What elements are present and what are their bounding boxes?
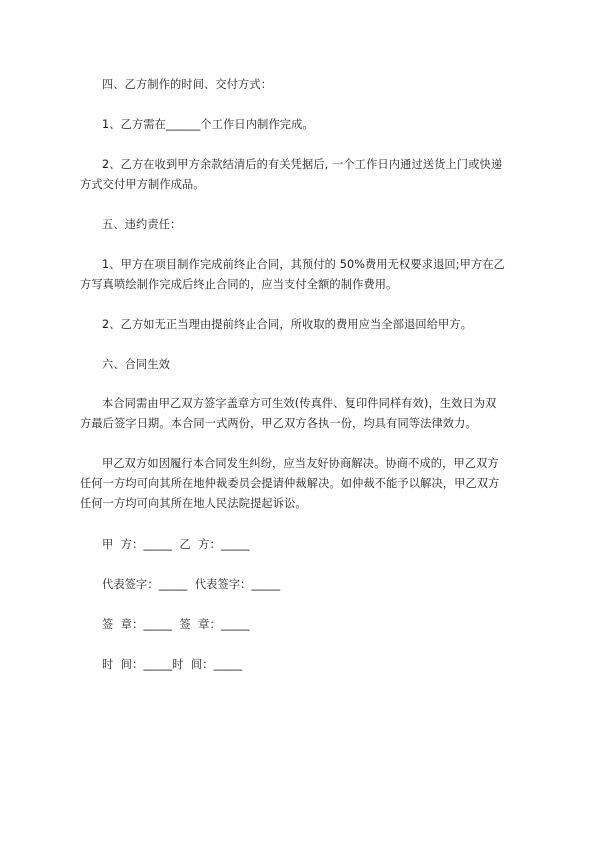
section-5-item-2: 2、乙方如无正当理由提前终止合同，所收取的费用应当全部退回给甲方。: [102, 318, 473, 331]
signature-representatives-line: 代表签字：_____ 代表签字：_____: [102, 578, 281, 591]
signature-dates-line: 时 间：_____时 间：_____: [102, 658, 243, 671]
signature-seals-line: 签 章：_____ 签 章：_____: [102, 618, 250, 631]
section-6-para-2-line-3: 任何一方均可向其所在地人民法院提起诉讼。: [80, 497, 307, 510]
section-5-item-1-line-2: 方写真喷绘制作完成后终止合同的，应当支付全额的制作费用。: [80, 278, 398, 291]
section-6-para-1-line-1: 本合同需由甲乙双方签字盖章方可生效(传真件、复印件同样有效)，生效日为双: [102, 397, 497, 410]
section-4-item-1: 1、乙方需在______个工作日内制作完成。: [102, 118, 314, 131]
section-5-heading: 五、违约责任：: [102, 218, 182, 231]
section-6-para-1-line-2: 方最后签字日期。本合同一式两份，甲乙双方各执一份，均具有同等法律效力。: [80, 417, 477, 430]
section-6-heading: 六、合同生效: [102, 358, 171, 371]
section-6-para-2-line-2: 任何一方均可向其所在地仲裁委员会提请仲裁解决。如仲裁不能予以解决，甲乙双方: [80, 477, 500, 490]
signature-parties-line: 甲 方：_____ 乙 方：_____: [102, 538, 250, 551]
section-4-heading: 四、乙方制作的时间、交付方式：: [102, 78, 273, 91]
section-6-para-2-line-1: 甲乙双方如因履行本合同发生纠纷，应当友好协商解决。协商不成的，甲乙双方: [102, 457, 499, 470]
section-5-item-1-line-1: 1、甲方在项目制作完成前终止合同，其预付的 50%费用无权要求退回;甲方在乙: [102, 258, 506, 271]
section-4-item-2-line-1: 2、乙方在收到甲方余款结清后的有关凭据后, 一个工作日内通过送货上门或快递: [102, 158, 503, 171]
section-4-item-2-line-2: 方式交付甲方制作成品。: [80, 178, 205, 191]
